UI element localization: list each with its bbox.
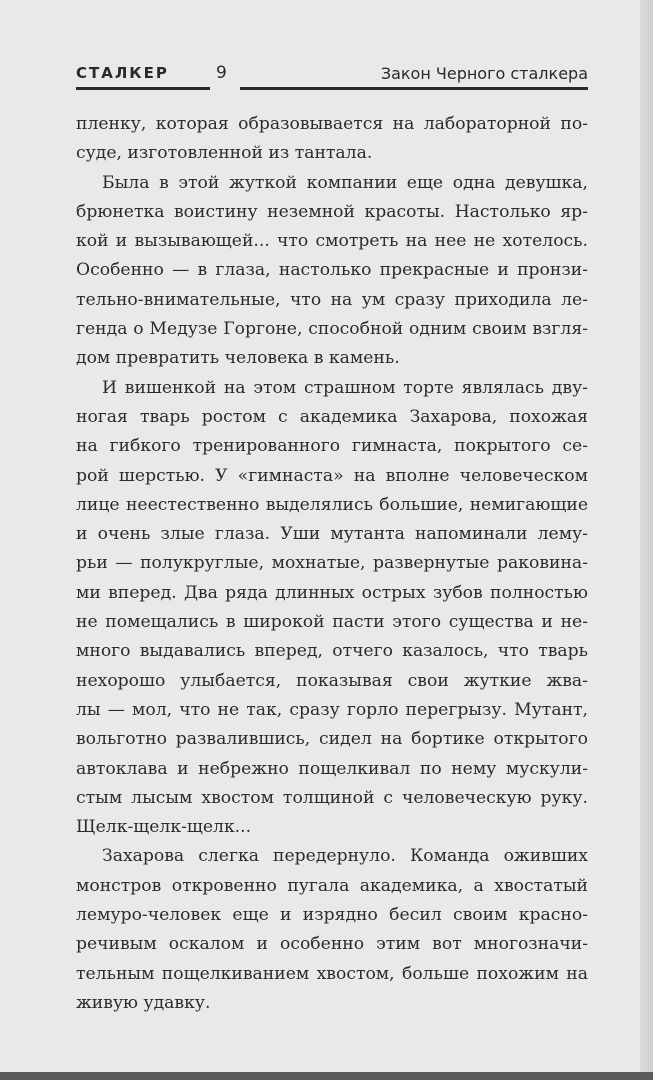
header-rule-left	[76, 87, 210, 90]
series-title: СТАЛКЕР	[76, 64, 169, 82]
text-line: Особенно — в глаза, настолько прекрасные и пронзи-	[76, 260, 588, 281]
text-line: монстров откровенно пугала академика, а хвостатый	[76, 875, 588, 896]
text-line: ногая тварь ростом с академика Захарова, похожая	[76, 406, 588, 427]
text-line: лице неестественно выделялись большие, немигающие	[76, 494, 588, 515]
text-line: лемуро-человек еще и изрядно бесил своим красно-	[76, 905, 588, 926]
text-line: суде, изготовленной из тантала.	[76, 143, 373, 164]
text-line: автоклава и небрежно пощелкивал по нему мускули-	[76, 758, 588, 779]
text-line: генда о Медузе Горгоне, способной одним своим взгля-	[76, 319, 588, 340]
text-line: живую удавку.	[76, 992, 211, 1013]
text-line: много выдавались вперед, отчего казалось, что тварь	[76, 641, 588, 662]
text-line: рьи — полукруглые, мохнатые, развернутые раковина-	[76, 553, 588, 574]
text-line: нехорошо улыбается, показывая свои жуткие жва-	[76, 670, 588, 691]
text-line: дом превратить человека в камень.	[76, 348, 400, 369]
book-title: Закон Черного сталкера	[380, 64, 588, 83]
text-line: на гибкого тренированного гимнаста, покрытого се-	[76, 436, 588, 457]
text-line: Щелк-щелк-щелк...	[76, 817, 252, 838]
text-line: не помещались в широкой пасти этого существа и не-	[76, 612, 588, 633]
header-rule-right	[240, 87, 588, 90]
text-line: рой шерстью. У «гимнаста» на вполне человеческом	[76, 465, 588, 486]
text-line: речивым оскалом и особенно этим вот многозначи-	[76, 934, 588, 955]
text-line: стым лысым хвостом толщиной с человеческую руку.	[76, 787, 588, 808]
text-line: ми вперед. Два ряда длинных острых зубов полностью	[76, 582, 588, 603]
body-text	[76, 110, 588, 1018]
text-line: лы — мол, что не так, сразу горло перегрызу. Мутант,	[76, 699, 588, 720]
text-line: брюнетка воистину неземной красоты. Настолько яр-	[76, 201, 588, 222]
text-line: тельным пощелкиванием хвостом, больше похожим на	[76, 963, 588, 984]
text-line: и очень злые глаза. Уши мутанта напоминали лему-	[76, 524, 588, 545]
page-number: 9	[216, 63, 227, 83]
text-line: И вишенкой на этом страшном торте являлась дву-	[102, 377, 588, 398]
text-line: пленку, которая образовывается на лабораторной по-	[76, 114, 588, 134]
text-line: Захарова слегка передернуло. Команда оживших	[102, 846, 588, 867]
page-edge-right	[640, 0, 653, 1080]
text-line: кой и вызывающей... что смотреть на нее не хотелось.	[76, 231, 588, 252]
running-head	[76, 62, 588, 92]
text-line: вольготно развалившись, сидел на бортике открытого	[76, 729, 588, 750]
text-line: Была в этой жуткой компании еще одна девушка,	[102, 172, 588, 193]
text-line: тельно-внимательные, что на ум сразу приходила ле-	[76, 289, 588, 310]
page-edge-bottom	[0, 1072, 653, 1080]
